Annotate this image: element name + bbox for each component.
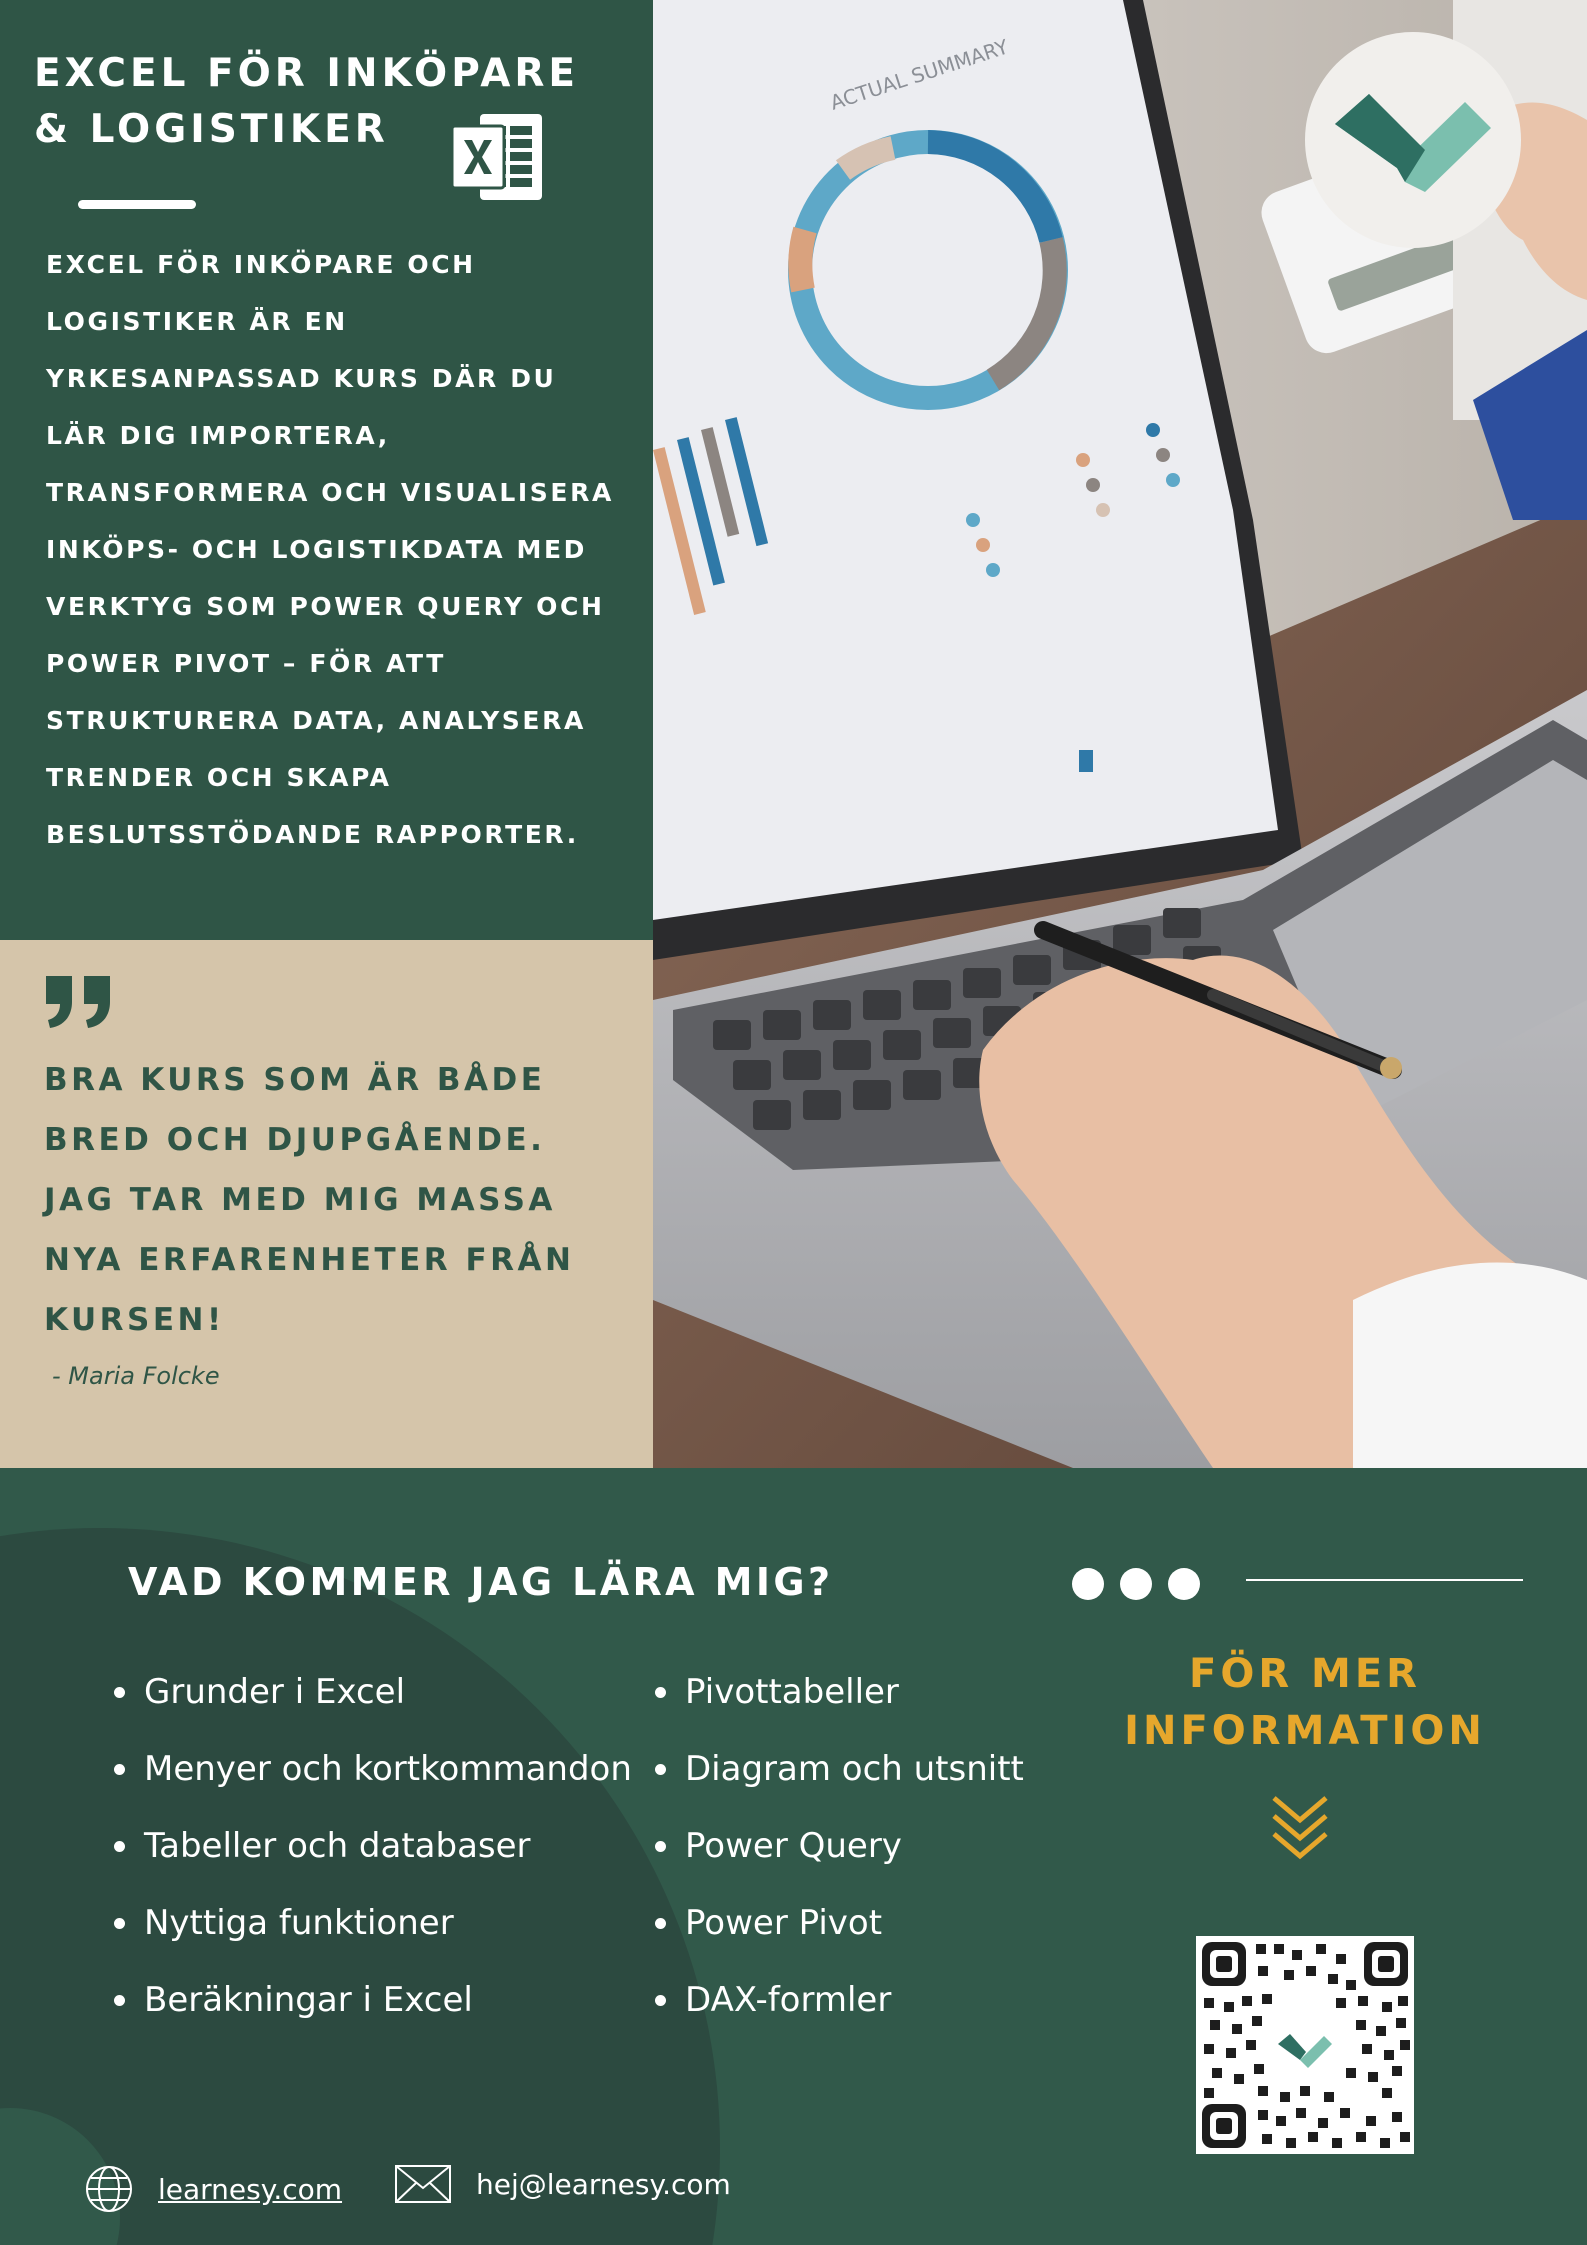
dot xyxy=(1120,1568,1152,1600)
excel-icon xyxy=(450,108,548,208)
email-address[interactable]: hej@learnesy.com xyxy=(476,2167,731,2201)
list-item: Menyer och kortkommandon xyxy=(112,1745,632,1822)
logo-mark-icon xyxy=(1305,32,1521,248)
list-item: Pivottabeller xyxy=(653,1668,1024,1745)
website-contact[interactable] xyxy=(84,2164,342,2214)
globe-icon xyxy=(84,2164,134,2214)
envelope-icon xyxy=(394,2164,452,2204)
learnesy-logo xyxy=(1305,32,1521,248)
testimonial-panel xyxy=(0,940,653,1468)
title-divider xyxy=(78,200,196,209)
learning-list-left xyxy=(112,1668,632,2053)
list-item: Diagram och utsnitt xyxy=(653,1745,1024,1822)
list-item: Power Query xyxy=(653,1822,1024,1899)
section-title: VAD KOMMER JAG LÄRA MIG? xyxy=(128,1560,834,1604)
list-item: Beräkningar i Excel xyxy=(112,1976,632,2053)
list-item: DAX-formler xyxy=(653,1976,1024,2053)
chevron-down-icon xyxy=(1268,1790,1332,1862)
dot xyxy=(1072,1568,1104,1600)
list-item: Nyttiga funktioner xyxy=(112,1899,632,1976)
learning-list-right xyxy=(653,1668,1024,2053)
decorative-dots xyxy=(1072,1568,1200,1600)
screen-chart-title: ACTUAL SUMMARY xyxy=(827,34,1012,115)
list-item: Grunder i Excel xyxy=(112,1668,632,1745)
dot xyxy=(1168,1568,1200,1600)
learning-section xyxy=(0,1468,1587,2245)
course-description: EXCEL FÖR INKÖPARE OCH LOGISTIKER ÄR EN YRKESANPASSAD KURS DÄR DU LÄR DIG IMPORTERA, TRANSFORMERA OCH VISUALISERA INKÖPS- OCH LOGISTIKDATA MED VERKTYG SOM POWER QUERY OCH POWER PIVOT – FÖR ATT STRUKTURERA DATA, ANALYSERA TRENDER OCH SKAPA BESLUTSSTÖDANDE RAPPORTER. xyxy=(46,250,614,849)
testimonial-quote: BRA KURS SOM ÄR BÅDE BRED OCH DJUPGÅENDE. JAG TAR MED MIG MASSA NYA ERFARENHETER FRÅN KURSEN! xyxy=(44,1062,575,1338)
dots-divider xyxy=(1246,1579,1523,1581)
more-info-heading: FÖR MER INFORMATION xyxy=(1124,1651,1486,1754)
testimonial-author: - Maria Folcke xyxy=(52,1362,220,1390)
quote-icon xyxy=(44,974,114,1030)
course-title: EXCEL FÖR INKÖPARE & LOGISTIKER xyxy=(34,51,580,152)
website-link[interactable]: learnesy.com xyxy=(158,2172,343,2206)
intro-panel xyxy=(0,0,653,940)
list-item: Power Pivot xyxy=(653,1899,1024,1976)
list-item: Tabeller och databaser xyxy=(112,1822,632,1899)
email-contact[interactable] xyxy=(394,2164,731,2204)
qr-code[interactable] xyxy=(1196,1936,1414,2154)
